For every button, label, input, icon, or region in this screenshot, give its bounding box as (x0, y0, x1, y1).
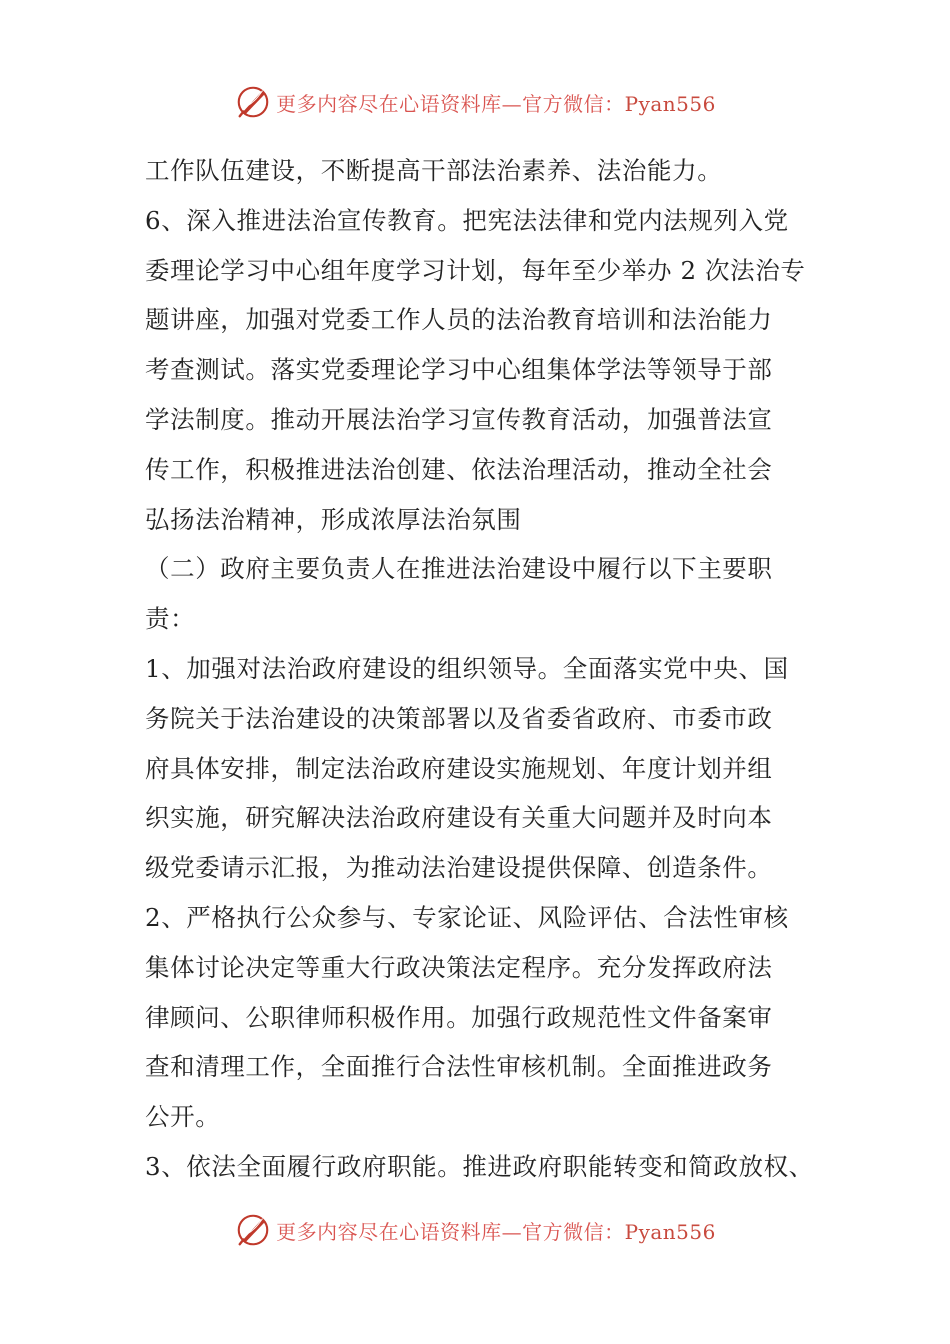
body-line: 责： (145, 604, 196, 634)
footer-banner (0, 1210, 950, 1250)
header-banner-label: 更多内容尽在心语资料库—官方微信： (276, 91, 625, 116)
body-line: 查和清理工作，全面推行合法性审核机制。全面推进政务 (145, 1052, 773, 1082)
body-line: 弘扬法治精神，形成浓厚法治氛围 (145, 504, 522, 534)
body-line: 3、依法全面履行政府职能。推进政府职能转变和简政放权、 (145, 1151, 814, 1181)
body-line: 传工作，积极推进法治创建、依法治理活动，推动全社会 (145, 454, 773, 484)
header-banner-text (276, 88, 716, 117)
document-body (145, 146, 815, 1192)
body-line: 律顾问、公职律师积极作用。加强行政规范性文件备案审 (145, 1002, 773, 1032)
body-line: 级党委请示汇报，为推动法治建设提供保障、创造条件。 (145, 853, 773, 883)
footer-banner-label: 更多内容尽在心语资料库—官方微信： (276, 1219, 625, 1244)
quill-pen-logo-icon (234, 83, 272, 121)
footer-banner-brand: Pyan556 (624, 1219, 716, 1244)
body-line: 2、严格执行公众参与、专家论证、风险评估、合法性审核 (145, 902, 789, 932)
footer-banner-text (276, 1216, 716, 1245)
body-line: 委理论学习中心组年度学习计划，每年至少举办 2 次法治专 (145, 255, 806, 285)
header-banner (0, 82, 950, 122)
body-line: 考查测试。落实党委理论学习中心组集体学法等领导于部 (145, 355, 773, 385)
quill-pen-logo-icon (234, 1211, 272, 1249)
body-line: 工作队伍建设，不断提高干部法治素养、法治能力。 (145, 156, 723, 185)
body-line: 公开。 (145, 1102, 221, 1132)
body-line: 集体讨论决定等重大行政决策法定程序。充分发挥政府法 (145, 952, 773, 982)
body-line: 府具体安排，制定法治政府建设实施规划、年度计划并组 (145, 753, 773, 783)
body-line: （二）政府主要负责人在推进法治建设中履行以下主要职 (145, 554, 773, 584)
header-banner-brand: Pyan556 (624, 91, 716, 116)
body-line: 6、深入推进法治宣传教育。把宪法法律和党内法规列入党 (145, 205, 789, 235)
body-line: 织实施，研究解决法治政府建设有关重大问题并及时向本 (145, 803, 773, 833)
body-line: 务院关于法治建设的决策部署以及省委省政府、市委市政 (145, 703, 773, 733)
body-line: 1、加强对法治政府建设的组织领导。全面落实党中央、国 (145, 653, 789, 683)
body-line: 题讲座，加强对党委工作人员的法治教育培训和法治能力 (145, 305, 773, 335)
body-line: 学法制度。推动开展法治学习宣传教育活动，加强普法宣 (145, 404, 773, 434)
